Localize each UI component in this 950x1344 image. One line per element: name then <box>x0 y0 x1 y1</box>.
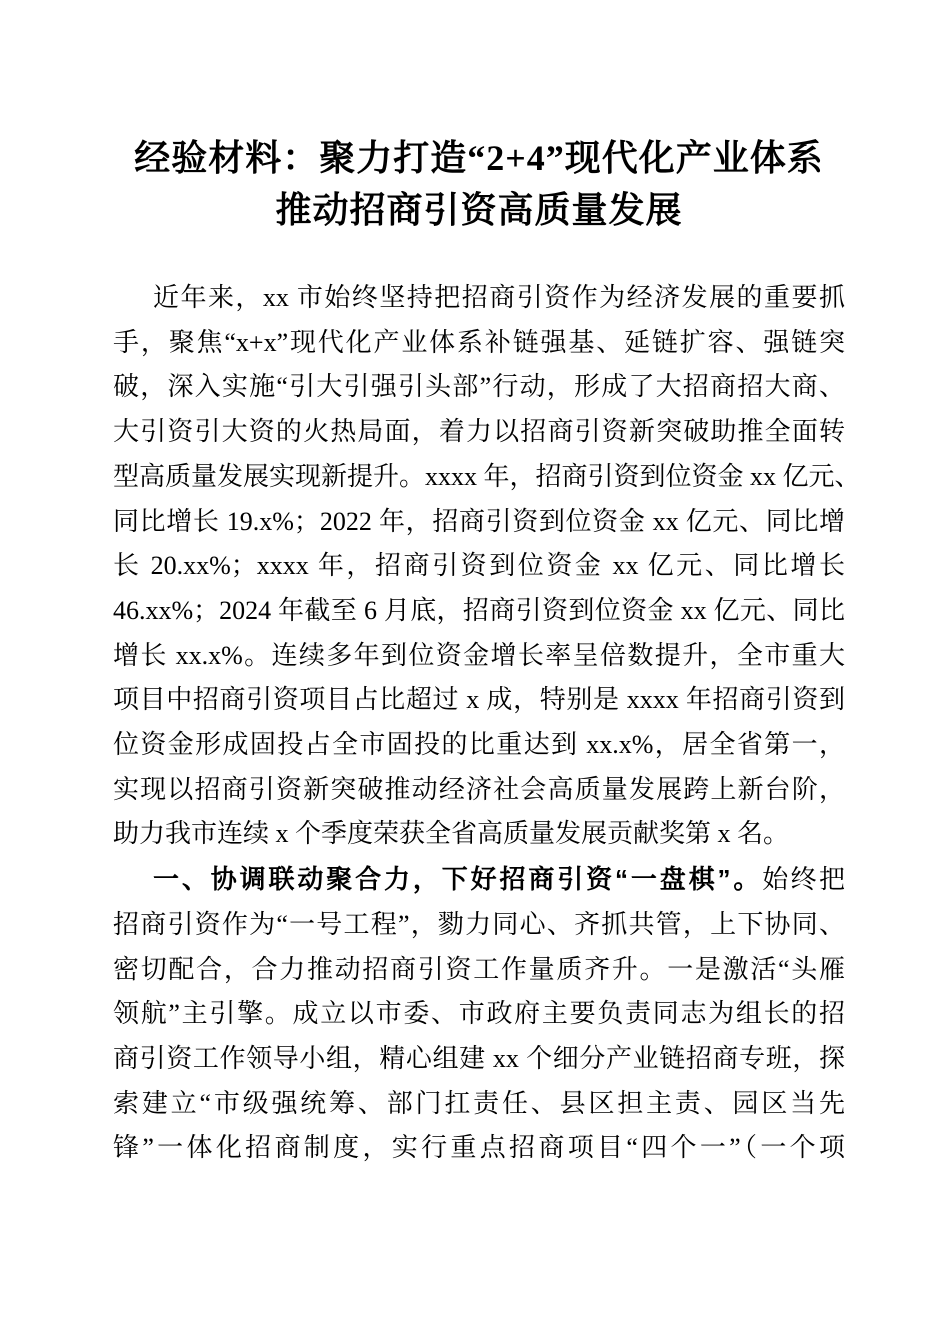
text-line-section-heading <box>113 857 845 903</box>
text-line: 型高质量发展实现新提升。xxxx 年，招商引资到位资金 xx 亿元、 <box>113 461 861 491</box>
text-line: 手，聚焦“x+x”现代化产业体系补链强基、延链扩容、强链突 <box>113 327 845 357</box>
text-line: 实现以招商引资新突破推动经济社会高质量发展跨上新台阶， <box>113 774 845 804</box>
text-line: 助力我市连续 x 个季度荣获全省高质量发展贡献奖第 x 名。 <box>113 819 790 849</box>
text-line: 同比增长 19.x%；2022 年，招商引资到位资金 xx 亿元、同比增 <box>113 506 845 536</box>
paragraph-section-1 <box>113 857 845 1171</box>
section-1-heading: 一、协调联动聚合力，下好招商引资“一盘棋”。 <box>153 864 763 895</box>
text-line: 锋”一体化招商制度，实行重点招商项目“四个一”（一个项 <box>113 1133 845 1163</box>
paragraph-intro <box>113 276 861 857</box>
text-line: 破，深入实施“引大引强引头部”行动，形成了大招商招大商、 <box>113 372 845 402</box>
text-line: 近年来，xx 市始终坚持把招商引资作为经济发展的重要抓 <box>153 283 845 312</box>
title-line-1: 经验材料：聚力打造“2+4”现代化产业体系 <box>134 138 824 178</box>
text-line: 46.xx%；2024 年截至 6 月底，招商引资到位资金 xx 亿元、同比 <box>113 595 845 625</box>
text-line: 增长 xx.x%。连续多年到位资金增长率呈倍数提升，全市重大 <box>113 640 845 670</box>
section-1-heading-rest: 始终把 <box>762 865 845 895</box>
text-line: 领航”主引擎。成立以市委、市政府主要负责同志为组长的招 <box>113 999 845 1029</box>
text-line: 大引资引大资的火热局面，着力以招商引资新突破助推全面转 <box>113 417 845 447</box>
title-line-2: 推动招商引资高质量发展 <box>275 190 683 230</box>
document-body <box>113 276 861 1171</box>
text-line: 招商引资作为“一号工程”，勠力同心、齐抓共管，上下协同、 <box>113 909 845 939</box>
text-line: 项目中招商引资项目占比超过 x 成，特别是 xxxx 年招商引资到 <box>113 685 845 715</box>
text-line: 密切配合，合力推动招商引资工作量质齐升。一是激活“头雁 <box>113 954 845 984</box>
document-title <box>113 132 845 236</box>
text-line: 商引资工作领导小组，精心组建 xx 个细分产业链招商专班，探 <box>113 1043 845 1073</box>
text-line: 位资金形成固投占全市固投的比重达到 xx.x%，居全省第一， <box>113 730 845 760</box>
text-line: 索建立“市级强统筹、部门扛责任、县区担主责、园区当先 <box>113 1088 845 1118</box>
text-line: 长 20.xx%；xxxx 年，招商引资到位资金 xx 亿元、同比增长 <box>113 551 845 581</box>
